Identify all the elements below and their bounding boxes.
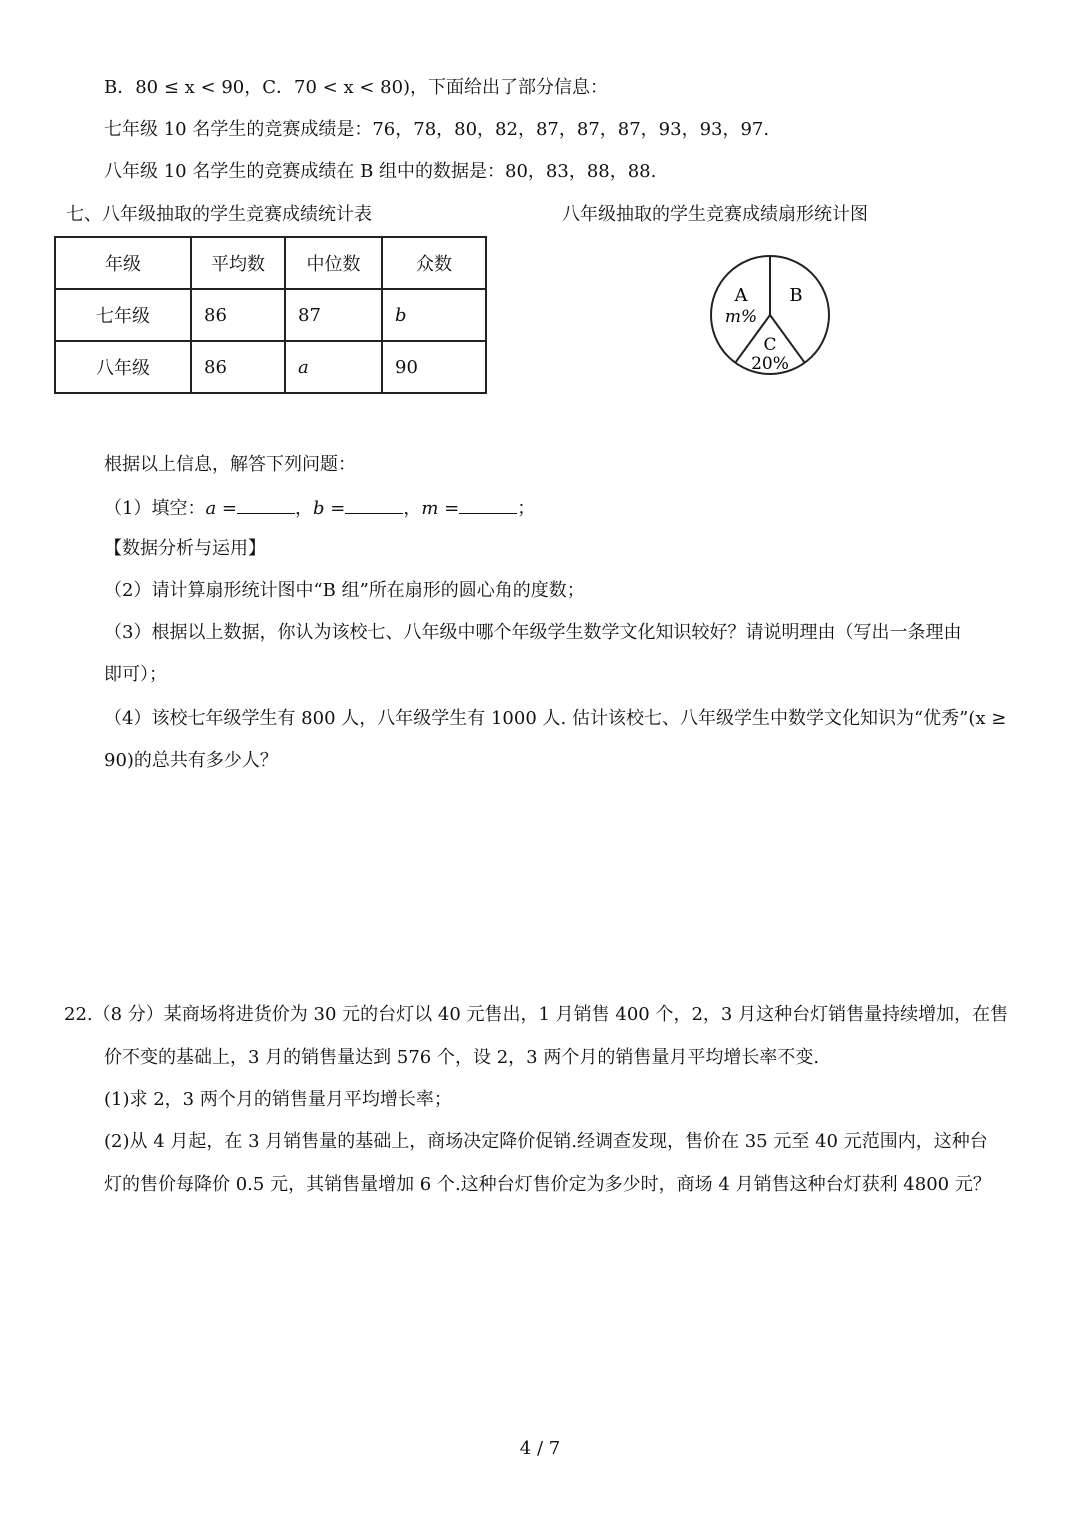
- intro-line-2: 七年级 10 名学生的竞赛成绩是：76，78，80，82，87，87，87，93，93，97.: [104, 119, 770, 140]
- chart-title: 八年级抽取的学生竞赛成绩扇形统计图: [562, 204, 868, 225]
- table-header-row: [55, 237, 486, 289]
- cell-mode: b: [382, 289, 486, 341]
- q1-a-label: a =: [205, 498, 237, 519]
- slice-value-a: m%: [724, 307, 758, 327]
- slice-label-a: A: [734, 285, 748, 306]
- slice-value-c: 20%: [751, 354, 789, 374]
- problem-22-line-1: 22.（8 分）某商场将进货价为 30 元的台灯以 40 元售出，1 月销售 400 个，2，3 月这种台灯销售量持续增加，在售: [64, 1004, 1009, 1025]
- header-median: 中位数: [285, 237, 382, 289]
- q1-sep-1: ，: [295, 498, 313, 519]
- cell-grade: 七年级: [55, 289, 191, 341]
- slice-label-b: B: [789, 285, 803, 306]
- header-grade: 年级: [55, 237, 191, 289]
- question-4-line-1: （4）该校七年级学生有 800 人，八年级学生有 1000 人. 估计该校七、八年级学生中数学文化知识为“优秀”(x ≥: [104, 708, 1007, 729]
- cell-mean: 86: [191, 289, 285, 341]
- cell-mean: 86: [191, 341, 285, 393]
- question-3-line-1: （3）根据以上数据，你认为该校七、八年级中哪个年级学生数学文化知识较好？请说明理由（写出一条理由: [104, 622, 962, 643]
- intro-line-1: B．80 ≤ x < 90，C．70 < x < 80)，下面给出了部分信息：: [104, 77, 609, 98]
- problem-22-line-2: 价不变的基础上，3 月的销售量达到 576 个，设 2，3 两个月的销售量月平均增长率不变.: [104, 1047, 820, 1068]
- table-row: [55, 289, 486, 341]
- table-row: [55, 341, 486, 393]
- questions-prompt: 根据以上信息，解答下列问题：: [104, 454, 356, 475]
- question-1: [104, 495, 535, 521]
- cell-grade: 八年级: [55, 341, 191, 393]
- problem-22-line-3: (1)求 2，3 两个月的销售量月平均增长率；: [104, 1089, 452, 1110]
- question-2: （2）请计算扇形统计图中“B 组”所在扇形的圆心角的度数；: [104, 580, 585, 601]
- cell-mode: 90: [382, 341, 486, 393]
- question-3-line-2: 即可）；: [104, 664, 167, 685]
- q1-a-blank: [237, 495, 295, 514]
- q1-sep-2: ，: [403, 498, 422, 519]
- cell-median: a: [285, 341, 382, 393]
- q1-b-blank: [345, 495, 403, 514]
- q1-b-label: b =: [313, 498, 346, 519]
- header-mean: 平均数: [191, 237, 285, 289]
- q1-end: ；: [517, 498, 536, 519]
- question-4-line-2: 90)的总共有多少人？: [104, 750, 278, 771]
- cell-median: 87: [285, 289, 382, 341]
- section-heading: 【数据分析与运用】: [104, 538, 266, 559]
- q1-m-blank: [459, 495, 517, 514]
- intro-line-3: 八年级 10 名学生的竞赛成绩在 B 组中的数据是：80，83，88，88.: [104, 161, 657, 182]
- stats-table: [54, 236, 487, 394]
- slice-label-c: C: [763, 335, 777, 355]
- problem-22-line-4: (2)从 4 月起，在 3 月销售量的基础上，商场决定降价促销.经调查发现，售价在 35 元至 40 元范围内，这种台: [104, 1131, 988, 1152]
- page-number: 4 / 7: [519, 1438, 561, 1459]
- table-title: 七、八年级抽取的学生竞赛成绩统计表: [66, 204, 372, 225]
- q1-prefix: （1）填空：: [104, 498, 206, 519]
- header-mode: 众数: [382, 237, 486, 289]
- q1-m-label: m =: [421, 498, 460, 519]
- pie-chart: [700, 252, 840, 382]
- problem-22-line-5: 灯的售价每降价 0.5 元，其销售量增加 6 个.这种台灯售价定为多少时，商场 4 月销售这种台灯获利 4800 元？: [104, 1174, 991, 1195]
